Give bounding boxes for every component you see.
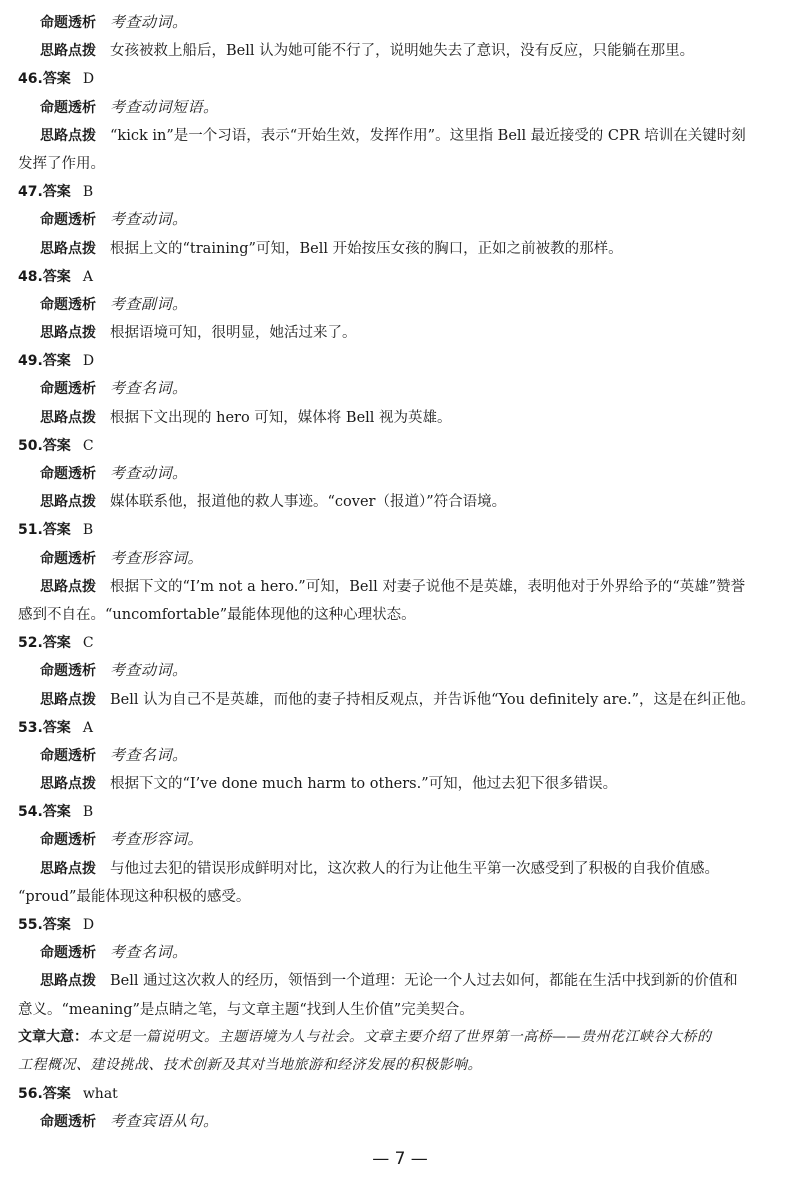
analysis-text: 考查名词。	[110, 379, 188, 398]
hint-label: 思路点拨	[40, 494, 96, 511]
hint-continuation	[18, 149, 784, 177]
answer-row-49	[18, 346, 784, 374]
summary-label: 文章大意：	[18, 1028, 88, 1045]
analysis-text: 考查动词。	[110, 13, 188, 31]
hint-text: 根据下文的“I’m not a hero.”可知，Bell 对妻子说他不是英雄，表明他对于外界给予的“英雄”赞誉	[110, 578, 746, 595]
answer-label: 答案	[42, 184, 71, 201]
hint-continuation	[18, 600, 784, 628]
analysis-text: 考查形容词。	[110, 548, 204, 567]
question-number: 54.	[18, 804, 43, 821]
question-number: 55.	[18, 917, 43, 933]
analysis-line	[18, 93, 784, 121]
analysis-label: 命题透析	[40, 832, 96, 849]
answer-row-56	[18, 1079, 784, 1107]
hint-text: 根据下文出现的 hero 可知，媒体将 Bell 视为英雄。	[110, 409, 452, 426]
summary-text-cont: 工程概况、建设挑战、技术创新及其对当地旅游和经济发展的积极影响。	[18, 1056, 482, 1073]
answer-row-50	[18, 431, 784, 459]
answer-value: C	[82, 437, 94, 454]
hint-label: 思路点拨	[40, 127, 96, 144]
answer-row-48	[18, 262, 784, 290]
answer-row-46	[18, 64, 784, 92]
analysis-line	[18, 825, 784, 853]
answer-value: A	[82, 268, 93, 285]
analysis-label: 命题透析	[40, 99, 96, 116]
question-number: 49.	[18, 353, 43, 370]
answer-value: B	[82, 184, 94, 201]
answer-row-55	[18, 910, 784, 938]
analysis-text: 考查名词。	[110, 943, 188, 962]
answer-label: 答案	[42, 353, 71, 370]
hint-line	[18, 769, 784, 797]
hint-text: 与他过去犯的错误形成鲜明对比，这次救人的行为让他生平第一次感受到了积极的自我价值感。	[110, 860, 719, 877]
hint-line	[18, 966, 784, 994]
analysis-label: 命题透析	[40, 945, 96, 962]
analysis-line	[18, 205, 784, 233]
question-number: 56.	[18, 1086, 43, 1103]
hint-text: 根据上文的“training”可知，Bell 开始按压女孩的胸口，正如之前被教的那样。	[110, 240, 623, 257]
hint-text: 根据语境可知，很明显，她活过来了。	[110, 325, 357, 342]
hint-text-cont: “proud”最能体现这种积极的感受。	[18, 888, 251, 905]
hint-label: 思路点拨	[40, 578, 96, 595]
analysis-line	[18, 656, 784, 684]
analysis-label: 命题透析	[40, 381, 96, 398]
analysis-text: 考查形容词。	[110, 830, 204, 849]
question-number: 46.	[18, 71, 43, 88]
analysis-text: 考查宾语从句。	[110, 1112, 219, 1131]
analysis-line	[18, 544, 784, 572]
analysis-text: 考查动词。	[110, 210, 188, 229]
answer-label: 答案	[42, 1086, 71, 1103]
analysis-text: 考查动词短语。	[110, 97, 219, 116]
hint-text: Bell 认为自己不是英雄，而他的妻子持相反观点，并告诉他“You definitely are.”，这是在纠正他。	[110, 691, 756, 708]
answer-label: 答案	[42, 917, 71, 933]
answer-value: D	[82, 353, 95, 370]
answer-value: A	[82, 719, 93, 736]
answer-label: 答案	[42, 71, 71, 88]
analysis-text: 考查名词。	[110, 745, 188, 764]
answer-row-54	[18, 797, 784, 825]
page-number: — 7 —	[372, 1149, 428, 1169]
answer-value: C	[82, 635, 94, 652]
answer-label: 答案	[42, 804, 71, 821]
analysis-text: 考查动词。	[110, 661, 188, 680]
hint-text-cont: 意义。“meaning”是点睛之笔，与文章主题“找到人生价值”完美契合。	[18, 1001, 474, 1018]
hint-line	[18, 318, 784, 346]
analysis-line	[18, 938, 784, 966]
hint-text: 媒体联系他，报道他的救人事迹。“cover（报道）”符合语境。	[110, 494, 507, 511]
hint-text-cont: 感到不自在。“uncomfortable”最能体现他的这种心理状态。	[18, 606, 416, 623]
answer-label: 答案	[42, 635, 71, 652]
answer-label: 答案	[42, 437, 71, 454]
hint-line	[18, 685, 784, 713]
analysis-text: 考查副词。	[110, 294, 188, 313]
answer-label: 答案	[42, 522, 71, 539]
passage-summary	[18, 1023, 784, 1051]
hint-label: 思路点拨	[40, 240, 96, 257]
question-number: 50.	[18, 437, 43, 454]
answer-value: B	[82, 522, 94, 539]
analysis-line	[18, 741, 784, 769]
hint-continuation	[18, 882, 784, 910]
analysis-label: 命题透析	[40, 747, 96, 764]
question-number: 53.	[18, 719, 43, 736]
hint-line	[18, 234, 784, 262]
question-number: 48.	[18, 268, 43, 285]
hint-text: Bell 通过这次救人的经历，领悟到一个道理：无论一个人过去如何，都能在生活中找到新的价值和	[110, 973, 738, 990]
analysis-label: 命题透析	[40, 1114, 96, 1131]
hint-label: 思路点拨	[40, 776, 96, 793]
hint-line	[18, 572, 784, 600]
hint-line	[18, 854, 784, 882]
hint-text: 根据下文的“I’ve done much harm to others.”可知，他过去犯下很多错误。	[110, 776, 618, 793]
hint-text: 女孩被救上船后，Bell 认为她可能不行了，说明她失去了意识，没有反应，只能躺在那里。	[110, 43, 695, 60]
answer-row-47	[18, 177, 784, 205]
hint-label: 思路点拨	[40, 691, 96, 708]
hint-label: 思路点拨	[40, 325, 96, 342]
answer-label: 答案	[42, 719, 71, 736]
hint-line	[18, 487, 784, 515]
answer-row-52	[18, 628, 784, 656]
analysis-label: 命题透析	[40, 550, 96, 567]
analysis-text: 考查动词。	[110, 464, 188, 482]
answer-label: 答案	[42, 268, 71, 285]
question-number: 51.	[18, 522, 43, 539]
analysis-label: 命题透析	[40, 466, 96, 482]
answer-value: D	[82, 917, 95, 933]
answer-value: D	[82, 71, 95, 88]
analysis-label: 命题透析	[40, 15, 96, 31]
hint-line	[18, 403, 784, 431]
analysis-line	[18, 459, 784, 487]
hint-line	[18, 36, 784, 64]
hint-text-cont: 发挥了作用。	[18, 155, 105, 172]
hint-continuation	[18, 995, 784, 1023]
answer-value: B	[82, 804, 94, 821]
summary-continuation	[18, 1051, 784, 1079]
analysis-label: 命题透析	[40, 212, 96, 229]
analysis-label: 命题透析	[40, 296, 96, 313]
page-content	[18, 8, 784, 1136]
answer-row-53	[18, 713, 784, 741]
analysis-line	[18, 1107, 784, 1135]
hint-label: 思路点拨	[40, 43, 96, 60]
question-number: 52.	[18, 635, 43, 652]
question-number: 47.	[18, 184, 43, 201]
hint-label: 思路点拨	[40, 409, 96, 426]
analysis-line	[18, 290, 784, 318]
answer-row-51	[18, 515, 784, 543]
analysis-label: 命题透析	[40, 663, 96, 680]
summary-text: 本文是一篇说明文。主题语境为人与社会。文章主要介绍了世界第一高桥——贵州花江峡谷大桥的	[88, 1028, 712, 1045]
answer-value: what	[82, 1086, 118, 1103]
hint-text: “kick in”是一个习语，表示“开始生效，发挥作用”。这里指 Bell 最近接受的 CPR 培训在关键时刻	[110, 127, 746, 144]
hint-line	[18, 121, 784, 149]
hint-label: 思路点拨	[40, 973, 96, 990]
hint-label: 思路点拨	[40, 860, 96, 877]
analysis-line	[18, 374, 784, 402]
analysis-line	[18, 8, 784, 36]
